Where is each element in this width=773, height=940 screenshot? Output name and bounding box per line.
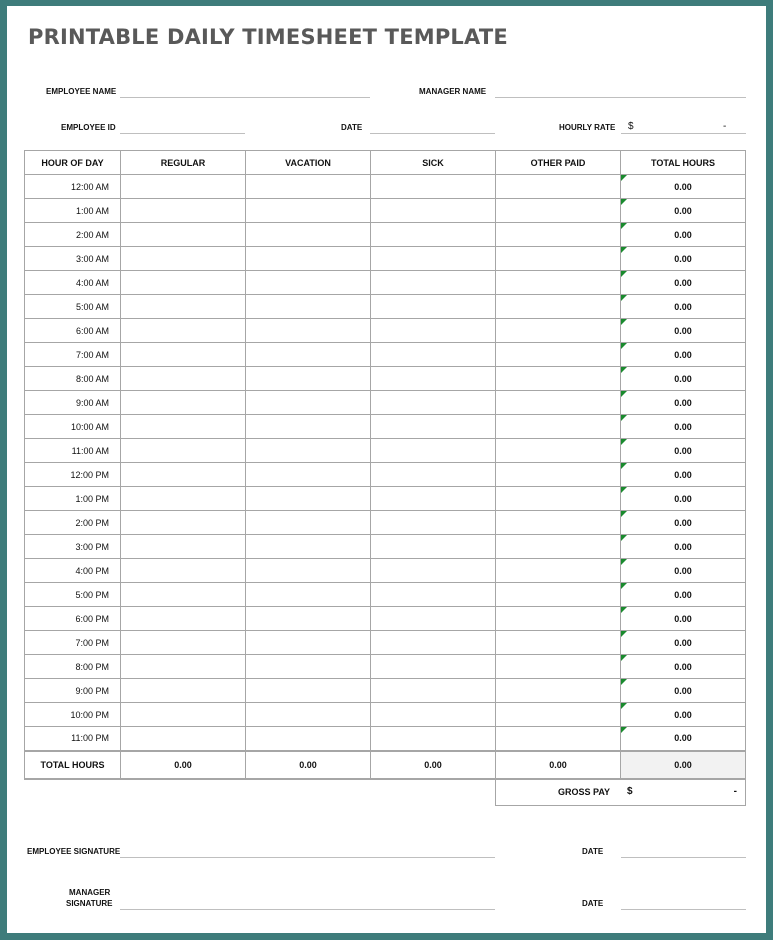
- table-row: [25, 271, 746, 295]
- col-header-regular: REGULAR: [121, 151, 246, 175]
- hour-cell: 8:00 PM: [25, 655, 121, 679]
- regular-input-cell[interactable]: [121, 703, 246, 727]
- row-total-value: 0.00: [674, 541, 692, 552]
- regular-input-cell[interactable]: [121, 583, 246, 607]
- sick-input-cell[interactable]: [371, 631, 496, 655]
- gross-pay-box: [495, 777, 746, 806]
- row-total-value: 0.00: [674, 325, 692, 336]
- regular-input-cell[interactable]: [121, 535, 246, 559]
- table-row: [25, 175, 746, 199]
- vacation-input-cell[interactable]: [246, 199, 371, 223]
- row-total-value: 0.00: [674, 589, 692, 600]
- hour-cell: 12:00 PM: [25, 463, 121, 487]
- formula-flag-icon: [621, 391, 627, 397]
- formula-flag-icon: [621, 367, 627, 373]
- formula-flag-icon: [621, 271, 627, 277]
- row-total-cell: [621, 607, 746, 631]
- other-paid-input-cell[interactable]: [496, 247, 621, 271]
- formula-flag-icon: [621, 439, 627, 445]
- vacation-input-cell[interactable]: [246, 559, 371, 583]
- row-total-value: 0.00: [674, 421, 692, 432]
- employee-signature-label: EMPLOYEE SIGNATURE: [27, 847, 121, 856]
- regular-input-cell[interactable]: [121, 439, 246, 463]
- manager-name-label: MANAGER NAME: [419, 87, 487, 96]
- sick-input-cell[interactable]: [371, 679, 496, 703]
- vacation-input-cell[interactable]: [246, 439, 371, 463]
- sick-input-cell[interactable]: [371, 295, 496, 319]
- vacation-input-cell[interactable]: [246, 679, 371, 703]
- sick-input-cell[interactable]: [371, 511, 496, 535]
- formula-flag-icon: [621, 343, 627, 349]
- sick-input-cell[interactable]: [371, 535, 496, 559]
- row-total-cell: [621, 247, 746, 271]
- manager-signature-field[interactable]: [120, 909, 495, 910]
- row-total-cell: [621, 727, 746, 751]
- row-total-cell: [621, 367, 746, 391]
- regular-input-cell[interactable]: [121, 679, 246, 703]
- vacation-input-cell[interactable]: [246, 295, 371, 319]
- page-title: PRINTABLE DAILY TIMESHEET TEMPLATE: [28, 25, 508, 49]
- col-header-other-paid: OTHER PAID: [496, 151, 621, 175]
- sick-input-cell[interactable]: [371, 727, 496, 751]
- other-paid-input-cell[interactable]: [496, 439, 621, 463]
- regular-input-cell[interactable]: [121, 175, 246, 199]
- regular-input-cell[interactable]: [121, 199, 246, 223]
- other-paid-input-cell[interactable]: [496, 631, 621, 655]
- formula-flag-icon: [621, 559, 627, 565]
- vacation-input-cell[interactable]: [246, 703, 371, 727]
- col-header-hour-of-day: HOUR OF DAY: [25, 151, 121, 175]
- row-total-cell: [621, 343, 746, 367]
- sick-input-cell[interactable]: [371, 559, 496, 583]
- regular-input-cell[interactable]: [121, 343, 246, 367]
- row-total-value: 0.00: [674, 661, 692, 672]
- vacation-input-cell[interactable]: [246, 391, 371, 415]
- hourly-rate-field[interactable]: [621, 133, 746, 134]
- row-total-value: 0.00: [674, 229, 692, 240]
- hour-cell: 10:00 AM: [25, 415, 121, 439]
- other-paid-input-cell[interactable]: [496, 655, 621, 679]
- row-total-value: 0.00: [674, 301, 692, 312]
- employee-name-label: EMPLOYEE NAME: [46, 87, 117, 96]
- row-total-value: 0.00: [674, 637, 692, 648]
- manager-signature-date-field[interactable]: [621, 909, 746, 910]
- row-total-cell: [621, 511, 746, 535]
- table-row: [25, 247, 746, 271]
- table-row: [25, 391, 746, 415]
- manager-signature-label-line1: MANAGER: [69, 888, 111, 897]
- row-total-value: 0.00: [674, 205, 692, 216]
- timesheet-sheet: [7, 6, 766, 933]
- row-total-cell: [621, 559, 746, 583]
- formula-flag-icon: [621, 463, 627, 469]
- hour-cell: 1:00 PM: [25, 487, 121, 511]
- vacation-input-cell[interactable]: [246, 727, 371, 751]
- hour-cell: 3:00 AM: [25, 247, 121, 271]
- sick-input-cell[interactable]: [371, 271, 496, 295]
- table-row: [25, 367, 746, 391]
- table-row: [25, 559, 746, 583]
- vacation-input-cell[interactable]: [246, 655, 371, 679]
- table-row: [25, 439, 746, 463]
- row-total-value: 0.00: [674, 733, 692, 744]
- col-header-vacation: VACATION: [246, 151, 371, 175]
- formula-flag-icon: [621, 727, 627, 733]
- table-row: [25, 415, 746, 439]
- row-total-value: 0.00: [674, 181, 692, 192]
- sick-input-cell[interactable]: [371, 439, 496, 463]
- sick-input-cell[interactable]: [371, 175, 496, 199]
- other-paid-input-cell[interactable]: [496, 223, 621, 247]
- manager-name-field[interactable]: [495, 97, 746, 98]
- formula-flag-icon: [621, 223, 627, 229]
- row-total-value: 0.00: [674, 469, 692, 480]
- row-total-value: 0.00: [674, 565, 692, 576]
- grand-total: 0.00: [621, 751, 746, 779]
- vacation-input-cell[interactable]: [246, 511, 371, 535]
- hour-cell: 10:00 PM: [25, 703, 121, 727]
- sick-input-cell[interactable]: [371, 319, 496, 343]
- row-total-cell: [621, 535, 746, 559]
- date-field[interactable]: [370, 133, 495, 134]
- table-row: [25, 607, 746, 631]
- sick-input-cell[interactable]: [371, 583, 496, 607]
- hour-cell: 2:00 PM: [25, 511, 121, 535]
- regular-input-cell[interactable]: [121, 559, 246, 583]
- formula-flag-icon: [621, 319, 627, 325]
- hour-cell: 12:00 AM: [25, 175, 121, 199]
- hour-cell: 9:00 AM: [25, 391, 121, 415]
- manager-signature-date-label: DATE: [582, 899, 604, 908]
- employee-id-label: EMPLOYEE ID: [61, 123, 116, 132]
- regular-input-cell[interactable]: [121, 727, 246, 751]
- table-row: [25, 727, 746, 751]
- table-row: [25, 655, 746, 679]
- row-total-cell: [621, 679, 746, 703]
- employee-signature-date-label: DATE: [582, 847, 604, 856]
- other-paid-input-cell[interactable]: [496, 367, 621, 391]
- row-total-value: 0.00: [674, 397, 692, 408]
- formula-flag-icon: [621, 631, 627, 637]
- sick-input-cell[interactable]: [371, 223, 496, 247]
- sick-input-cell[interactable]: [371, 703, 496, 727]
- regular-input-cell[interactable]: [121, 607, 246, 631]
- row-total-value: 0.00: [674, 445, 692, 456]
- regular-input-cell[interactable]: [121, 319, 246, 343]
- sick-input-cell[interactable]: [371, 367, 496, 391]
- other-paid-input-cell[interactable]: [496, 559, 621, 583]
- row-total-cell: [621, 463, 746, 487]
- date-label: DATE: [341, 123, 363, 132]
- hour-cell: 8:00 AM: [25, 367, 121, 391]
- row-total-cell: [621, 415, 746, 439]
- other-paid-input-cell[interactable]: [496, 703, 621, 727]
- formula-flag-icon: [621, 583, 627, 589]
- other-paid-input-cell[interactable]: [496, 391, 621, 415]
- gross-pay-label: GROSS PAY: [558, 787, 611, 797]
- totals-label: TOTAL HOURS: [25, 751, 121, 779]
- other-paid-input-cell[interactable]: [496, 199, 621, 223]
- formula-flag-icon: [621, 655, 627, 661]
- regular-input-cell[interactable]: [121, 655, 246, 679]
- table-row: [25, 583, 746, 607]
- vacation-input-cell[interactable]: [246, 415, 371, 439]
- hourly-rate-value: -: [723, 121, 727, 132]
- regular-input-cell[interactable]: [121, 367, 246, 391]
- vacation-input-cell[interactable]: [246, 535, 371, 559]
- vacation-input-cell[interactable]: [246, 367, 371, 391]
- other-paid-input-cell[interactable]: [496, 727, 621, 751]
- other-paid-input-cell[interactable]: [496, 535, 621, 559]
- other-paid-input-cell[interactable]: [496, 487, 621, 511]
- vacation-input-cell[interactable]: [246, 463, 371, 487]
- formula-flag-icon: [621, 175, 627, 181]
- table-row: [25, 487, 746, 511]
- other-paid-input-cell[interactable]: [496, 295, 621, 319]
- col-header-total-hours: TOTAL HOURS: [621, 151, 746, 175]
- regular-input-cell[interactable]: [121, 223, 246, 247]
- hour-cell: 11:00 AM: [25, 439, 121, 463]
- gross-pay-currency: $: [627, 786, 633, 797]
- vacation-input-cell[interactable]: [246, 271, 371, 295]
- other-paid-input-cell[interactable]: [496, 607, 621, 631]
- hour-cell: 4:00 AM: [25, 271, 121, 295]
- regular-input-cell[interactable]: [121, 271, 246, 295]
- row-total-cell: [621, 439, 746, 463]
- row-total-value: 0.00: [674, 349, 692, 360]
- hour-cell: 5:00 AM: [25, 295, 121, 319]
- table-row: [25, 535, 746, 559]
- row-total-value: 0.00: [674, 685, 692, 696]
- other-paid-input-cell[interactable]: [496, 679, 621, 703]
- row-total-cell: [621, 199, 746, 223]
- row-total-cell: [621, 271, 746, 295]
- total-other-paid: 0.00: [496, 751, 621, 779]
- sick-input-cell[interactable]: [371, 199, 496, 223]
- total-vacation: 0.00: [246, 751, 371, 779]
- sick-input-cell[interactable]: [371, 487, 496, 511]
- formula-flag-icon: [621, 511, 627, 517]
- other-paid-input-cell[interactable]: [496, 271, 621, 295]
- formula-flag-icon: [621, 703, 627, 709]
- other-paid-input-cell[interactable]: [496, 463, 621, 487]
- formula-flag-icon: [621, 199, 627, 205]
- regular-input-cell[interactable]: [121, 247, 246, 271]
- hourly-rate-label: HOURLY RATE: [559, 123, 616, 132]
- regular-input-cell[interactable]: [121, 295, 246, 319]
- hour-cell: 1:00 AM: [25, 199, 121, 223]
- row-total-cell: [621, 631, 746, 655]
- table-row: [25, 703, 746, 727]
- timesheet-table: [24, 150, 746, 780]
- row-total-value: 0.00: [674, 493, 692, 504]
- employee-name-field[interactable]: [120, 97, 370, 98]
- hour-cell: 3:00 PM: [25, 535, 121, 559]
- total-sick: 0.00: [371, 751, 496, 779]
- hour-cell: 2:00 AM: [25, 223, 121, 247]
- table-row: [25, 463, 746, 487]
- table-row: [25, 223, 746, 247]
- row-total-value: 0.00: [674, 613, 692, 624]
- table-row: [25, 343, 746, 367]
- gross-pay-value: -: [733, 786, 737, 797]
- row-total-cell: [621, 391, 746, 415]
- hour-cell: 9:00 PM: [25, 679, 121, 703]
- vacation-input-cell[interactable]: [246, 583, 371, 607]
- table-row: [25, 319, 746, 343]
- hour-cell: 7:00 PM: [25, 631, 121, 655]
- row-total-cell: [621, 319, 746, 343]
- regular-input-cell[interactable]: [121, 487, 246, 511]
- other-paid-input-cell[interactable]: [496, 583, 621, 607]
- vacation-input-cell[interactable]: [246, 247, 371, 271]
- row-total-cell: [621, 703, 746, 727]
- manager-signature-label-line2: SIGNATURE: [66, 899, 113, 908]
- totals-row: [25, 751, 746, 779]
- regular-input-cell[interactable]: [121, 511, 246, 535]
- employee-id-field[interactable]: [120, 133, 245, 134]
- table-row: [25, 679, 746, 703]
- sick-input-cell[interactable]: [371, 391, 496, 415]
- regular-input-cell[interactable]: [121, 391, 246, 415]
- table-row: [25, 295, 746, 319]
- sick-input-cell[interactable]: [371, 655, 496, 679]
- row-total-cell: [621, 223, 746, 247]
- row-total-cell: [621, 487, 746, 511]
- col-header-sick: SICK: [371, 151, 496, 175]
- sick-input-cell[interactable]: [371, 607, 496, 631]
- other-paid-input-cell[interactable]: [496, 415, 621, 439]
- formula-flag-icon: [621, 607, 627, 613]
- hour-cell: 6:00 PM: [25, 607, 121, 631]
- vacation-input-cell[interactable]: [246, 607, 371, 631]
- vacation-input-cell[interactable]: [246, 175, 371, 199]
- row-total-cell: [621, 583, 746, 607]
- formula-flag-icon: [621, 535, 627, 541]
- row-total-value: 0.00: [674, 277, 692, 288]
- row-total-value: 0.00: [674, 253, 692, 264]
- row-total-cell: [621, 175, 746, 199]
- vacation-input-cell[interactable]: [246, 343, 371, 367]
- hourly-rate-currency: $: [628, 121, 634, 132]
- row-total-cell: [621, 295, 746, 319]
- other-paid-input-cell[interactable]: [496, 319, 621, 343]
- sick-input-cell[interactable]: [371, 415, 496, 439]
- row-total-cell: [621, 655, 746, 679]
- table-row: [25, 199, 746, 223]
- table-row: [25, 511, 746, 535]
- regular-input-cell[interactable]: [121, 631, 246, 655]
- vacation-input-cell[interactable]: [246, 223, 371, 247]
- other-paid-input-cell[interactable]: [496, 175, 621, 199]
- regular-input-cell[interactable]: [121, 415, 246, 439]
- formula-flag-icon: [621, 295, 627, 301]
- formula-flag-icon: [621, 487, 627, 493]
- vacation-input-cell[interactable]: [246, 487, 371, 511]
- hour-cell: 5:00 PM: [25, 583, 121, 607]
- hour-cell: 6:00 AM: [25, 319, 121, 343]
- row-total-value: 0.00: [674, 373, 692, 384]
- row-total-value: 0.00: [674, 517, 692, 528]
- employee-signature-date-field[interactable]: [621, 857, 746, 858]
- sick-input-cell[interactable]: [371, 247, 496, 271]
- hour-cell: 11:00 PM: [25, 727, 121, 751]
- hour-cell: 4:00 PM: [25, 559, 121, 583]
- other-paid-input-cell[interactable]: [496, 511, 621, 535]
- total-regular: 0.00: [121, 751, 246, 779]
- table-row: [25, 631, 746, 655]
- formula-flag-icon: [621, 679, 627, 685]
- vacation-input-cell[interactable]: [246, 319, 371, 343]
- formula-flag-icon: [621, 415, 627, 421]
- table-header-row: [25, 151, 746, 175]
- other-paid-input-cell[interactable]: [496, 343, 621, 367]
- employee-signature-field[interactable]: [120, 857, 495, 858]
- row-total-value: 0.00: [674, 709, 692, 720]
- formula-flag-icon: [621, 247, 627, 253]
- hour-cell: 7:00 AM: [25, 343, 121, 367]
- vacation-input-cell[interactable]: [246, 631, 371, 655]
- sick-input-cell[interactable]: [371, 463, 496, 487]
- sick-input-cell[interactable]: [371, 343, 496, 367]
- regular-input-cell[interactable]: [121, 463, 246, 487]
